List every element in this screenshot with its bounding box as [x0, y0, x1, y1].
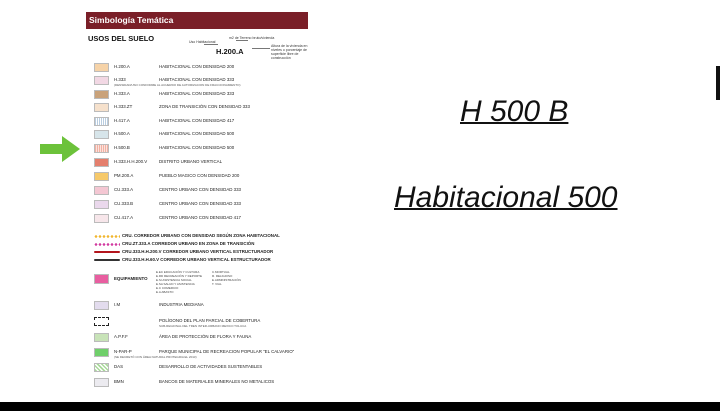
equipment-item: E.ADMINISTRACIÓN [212, 278, 241, 282]
corridor-line-icon [94, 235, 120, 238]
corridor-row [94, 241, 314, 248]
legend-description: HABITACIONAL CON DENSIDAD 417 [159, 118, 235, 123]
land_uses-row [94, 62, 306, 74]
legend-description: PUEBLO MAGICO CON DENSIDAD 200 [159, 173, 240, 178]
corridor-label: CRU.ZT.333.A CORREDOR URBANO EN ZONA DE TRANSICIÓN [122, 241, 255, 246]
corridor-label: CRU.333.H.H.60.V CORREDOR URBANO VERTICAL ESTRUCTURADOR [122, 257, 271, 262]
legend-swatch [94, 274, 109, 284]
legend-subtext: (DENSIDAD/USO CONFORME AL ACUERDO DE AUTORIZACION DE FRACCIONAMIENTO) [114, 82, 241, 87]
legend-code: A.P.F.F [114, 334, 128, 339]
land_uses-row [94, 171, 306, 183]
legend-swatch [94, 214, 109, 223]
land_uses-row [94, 129, 306, 141]
legend-description: HABITACIONAL CON DENSIDAD 500 [159, 145, 235, 150]
legend-description: PARQUE MUNICIPAL DE RECREACION POPULAR "EL CALVARIO" [159, 349, 295, 354]
land_uses-row [94, 157, 306, 169]
code-example: H.200.A [216, 47, 244, 56]
corridor-label: CRU. CORREDOR URBANO CON DENSIDAD SEGÚN ZONA HABITACIONAL [122, 233, 280, 238]
land_uses-row [94, 199, 306, 211]
legend-description: CENTRO URBANO CON DENSIDAD 333 [159, 187, 241, 192]
arrow-shape [40, 136, 80, 162]
bottom-black-bar [0, 402, 720, 411]
legend-code: H.333.H.H.200.V [114, 159, 148, 164]
legend-swatch [94, 301, 109, 310]
annotation-use: Uso Habitacional [189, 40, 216, 44]
equipment-item: E.EC EDUCACIÓN Y CULTURA [156, 270, 200, 274]
land-use-legend [86, 12, 310, 397]
legend-code: H.200.A [114, 64, 130, 69]
equipment-item: T. VIAL [212, 282, 222, 286]
legend-description: CENTRO URBANO CON DENSIDAD 333 [159, 201, 241, 206]
legend-swatch [94, 317, 109, 326]
annotation-density: m2 de Terreno bruto/vivienda [229, 36, 275, 40]
other_uses-row [94, 362, 306, 374]
legend-swatch [94, 363, 109, 372]
land_uses-row [94, 75, 306, 87]
legend-code: H.417.A [114, 118, 130, 123]
corridor-row [94, 257, 314, 264]
legend-description: DISTRITO URBANO VERTICAL [159, 159, 223, 164]
legend-code: DAS [114, 364, 124, 369]
legend-code: H.500.A [114, 131, 130, 136]
legend-code: H.333 [114, 77, 126, 82]
other_uses-row [94, 300, 306, 312]
equipment-item: C.MORTUAL [212, 270, 230, 274]
green-arrow-icon [40, 136, 80, 162]
legend-description: ÁREA DE PROTECCIÓN DE FLORA Y FAUNA [159, 334, 252, 339]
legend-code: CU.333.A [114, 187, 134, 192]
legend-code: H.333.ZT [114, 104, 133, 109]
legend-code: CU.417.A [114, 215, 134, 220]
corridor-line-icon [94, 243, 120, 246]
other_uses-row [94, 316, 306, 328]
corridor-line-icon [94, 251, 120, 253]
legend-description: DESARROLLO DE ACTIVIDADES SUSTENTABLES [159, 364, 263, 369]
legend-subtext: (SE DECRETÓ CON ÁREA NATURAL PROTEGIDA EL 2013) [114, 354, 197, 359]
equipment-item: E.A ABASTO [156, 290, 174, 294]
legend-description: CENTRO URBANO CON DENSIDAD 417 [159, 215, 241, 220]
legend-code: H.500.B [114, 145, 130, 150]
legend-swatch [94, 172, 109, 181]
land_uses-row [94, 213, 306, 225]
corridor-line-icon [94, 259, 120, 261]
edge-marker [716, 66, 720, 100]
equipment-item: E.SA SALUD Y ASISTENCIA [156, 282, 195, 286]
equipment-item: R. RELIGIOSO [212, 274, 233, 278]
legend-code: I.M [114, 302, 121, 307]
equipment-item: E.RD RECREACIÓN Y DEPORTE [156, 274, 203, 278]
legend-description: HABITACIONAL CON DENSIDAD 333 [159, 77, 235, 82]
legend-swatch [94, 117, 109, 126]
equipment-label: EQUIPAMIENTO [114, 276, 148, 281]
legend-swatch [94, 200, 109, 209]
other_uses-row [94, 332, 306, 344]
legend-description: INDUSTRIA MEDIANA [159, 302, 204, 307]
legend-swatch [94, 333, 109, 342]
legend-description: HABITACIONAL CON DENSIDAD 333 [159, 91, 235, 96]
legend-description: BANCOS DE MATERIALES MINERALES NO METALICOS [159, 379, 275, 384]
zone-code-title: H 500 B [460, 95, 569, 128]
legend-code: BMN [114, 379, 124, 384]
legend-description: HABITACIONAL CON DENSIDAD 500 [159, 131, 235, 136]
other_uses-row [94, 347, 306, 359]
legend-swatch [94, 130, 109, 139]
legend-code: CU.333.B [114, 201, 134, 206]
legend-swatch [94, 76, 109, 85]
legend-code: N-PAR-P [114, 349, 132, 354]
equipment-item: E.SI ASISTENCIA SOCIAL [156, 278, 192, 282]
other_uses-row [94, 377, 306, 389]
corridor-row [94, 249, 314, 256]
zone-name-title: Habitacional 500 [394, 181, 618, 214]
legend-swatch [94, 144, 109, 153]
land-use-section-title: USOS DEL SUELO [88, 34, 155, 43]
equipment-list-1 [156, 270, 202, 294]
legend-swatch [94, 186, 109, 195]
legend-swatch [94, 378, 109, 387]
legend-swatch [94, 348, 109, 357]
corridor-label: CRU.333.H.H.200.V CORREDOR URBANO VERTICAL ESTRUCTURADOR [122, 249, 274, 254]
land_uses-row [94, 116, 306, 128]
legend-code: H.333.A [114, 91, 130, 96]
legend-subtext: SUB-REGIONAL DEL TREN INTER-URBANO MEXICO TOLUCA [159, 323, 247, 328]
land_uses-row [94, 143, 306, 155]
legend-swatch [94, 103, 109, 112]
legend-header: Simbología Temática [86, 12, 308, 29]
legend-code: PM.200.A [114, 173, 134, 178]
legend-swatch [94, 63, 109, 72]
legend-swatch [94, 90, 109, 99]
land_uses-row [94, 185, 306, 197]
corridor-row [94, 233, 314, 240]
legend-description: POLÍGONO DEL PLAN PARCIAL DE COBERTURA [159, 318, 261, 323]
legend-description: ZONA DE TRANSICIÓN CON DENSIDAD 333 [159, 104, 250, 109]
land_uses-row [94, 89, 306, 101]
legend-description: HABITACIONAL CON DENSIDAD 200 [159, 64, 235, 69]
equipment-row [94, 270, 306, 296]
equipment-item: E.C COMERCIO [156, 286, 179, 290]
annotation-height: Altura de la vivienda en niveles o porcentaje de superficie libre de construcción [271, 44, 308, 60]
land_uses-row [94, 102, 306, 114]
legend-swatch [94, 158, 109, 167]
equipment-list-2 [212, 270, 241, 286]
